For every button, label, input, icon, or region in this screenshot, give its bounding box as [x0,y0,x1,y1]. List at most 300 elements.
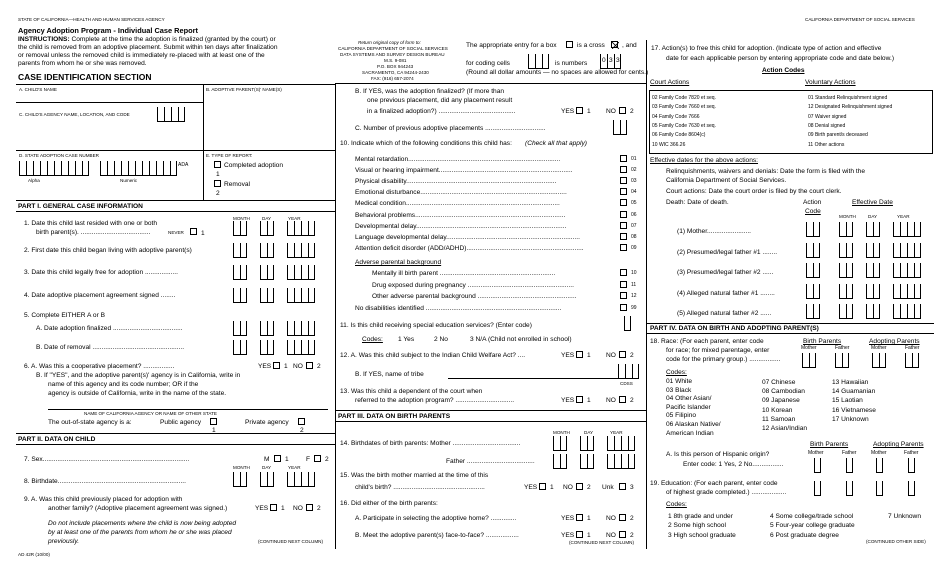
court-action-item: 03 Family Code 7660 et seq. [652,104,716,111]
q15-no-checkbox[interactable] [576,483,583,490]
person-label: (3) Presumed/legal father #2 ...... [677,269,774,276]
part1-bottom-rule [16,211,336,212]
q9a-no-code: 2 [317,505,321,512]
effective-date-header: Effective Date [852,199,893,206]
coding-is-numbers: is numbers [555,60,588,67]
month-cells[interactable] [839,304,853,319]
code-header: Code [805,208,821,215]
p3-day-header: DAY [584,430,594,435]
year-cells[interactable] [893,284,921,299]
p1-month-header: MONTH [233,216,250,221]
return-line6: SACRAMENTO, CA 94244-2430 [362,70,429,75]
divider-col2-col3 [646,40,647,549]
agency-right: CALIFORNIA DEPARTMENT OF SOCIAL SERVICES [805,17,915,22]
race-code-item: 14 Guamanian [832,388,876,396]
q15-unk-code: 3 [630,484,634,491]
q1-line1: 1. Date this child last resided with one or both [24,220,158,227]
q16a-yes-checkbox[interactable] [576,514,583,521]
q6a-yes-label: YES [258,363,272,370]
condition-code: 02 [631,167,637,174]
never-code: 1 [201,230,205,237]
p2-year-header: YEAR [288,465,301,470]
condition-label: Behavioral problems.................................................................................. [355,211,566,219]
q14-father-year-cells[interactable] [607,454,635,469]
condition-checkbox[interactable] [620,211,627,218]
day-cells[interactable] [866,222,880,237]
col2-continued: (CONTINUED NEXT COLUMN) [569,540,634,545]
q5a-day-cells[interactable] [260,321,274,336]
q10-label: 10. Indicate which of the following conditions this child has: [340,140,512,147]
q9b-no-checkbox[interactable] [619,107,626,114]
eff-line2: California Department of Social Services. [666,177,787,184]
action-code-cells[interactable] [806,304,820,319]
q16a-label: A. Participate in selecting the adoptive home? .............. [355,515,517,522]
q9-note-line3: previously. [48,538,80,545]
sample-digit-1: 0 [602,57,606,64]
q3-year-cells[interactable] [287,265,315,280]
form-title: Agency Adoption Program - Individual Case Report [18,26,198,35]
court-action-item: 02 Family Code 7820 et seq. [652,95,716,101]
condition-checkbox[interactable] [620,188,627,195]
q16a-yes-label: YES [561,515,575,522]
court-action-item: 06 Family Code 8604(c) [652,132,706,139]
col3-continued: (CONTINUED OTHER SIDE) [866,539,926,544]
q6b-agency-line[interactable] [48,409,328,410]
q9a-line1: 9. A. Was this child previously placed for adoption with [24,496,183,503]
q2-year-cells[interactable] [287,243,315,258]
condition-checkbox[interactable] [620,155,627,162]
edu-bp-father-cell[interactable] [846,481,853,496]
q12a-no-code: 2 [630,352,634,359]
q4-year-cells[interactable] [287,288,315,303]
no-disabilities-checkbox[interactable] [620,304,627,311]
q16b-no-code: 2 [630,532,634,539]
form-id: AD 42R (10/00) [18,552,50,557]
return-line3: DATA SYSTEMS AND SURVEY DESIGN BUREAU [340,52,445,57]
year-cells[interactable] [893,222,921,237]
q13-line2: referred to the adoption program? ................................ [355,397,515,404]
voluntary-action-item: 09 Birth parent/s deceased [808,132,868,139]
q8-year-cells[interactable] [287,472,315,487]
coding-and: , and [622,42,637,49]
race-code-item: 12 Asian/Indian [762,425,808,432]
q17-line1: 17. Action(s) to free this child for adoption. (Indicate type of action and effective [651,45,882,52]
report-type-label: E. TYPE OF REPORT: [206,153,253,158]
q12a-yes-checkbox[interactable] [576,351,583,358]
q8-month-cells[interactable] [233,472,247,487]
q8-label: 8. Birthdate...................................................................... [24,478,186,485]
q6b-line2: name of this agency and its code number; OR if the [48,381,199,388]
q5b-day-cells[interactable] [260,340,274,355]
q17-line2: date for each applicable person by entering appropriate code and date below.) [666,55,895,62]
race-ap-father-cells[interactable] [905,353,919,368]
race-ap-father: Father [905,345,920,351]
hisp-bp-mother: Mother [808,450,824,456]
q14-mother-month-cells[interactable] [553,436,567,451]
q14-mother-day-cells[interactable] [580,436,594,451]
q4-day-cells[interactable] [260,288,274,303]
race-ap-mother-cells[interactable] [872,353,886,368]
condition-code: 07 [631,222,637,229]
action-code-cells[interactable] [806,243,820,258]
q13-line1: 13. Was this child a dependent of the court when [340,388,483,395]
day-cells[interactable] [866,304,880,319]
q11-code-yes: 1 Yes [398,336,415,343]
q2-day-cells[interactable] [260,243,274,258]
removal-checkbox[interactable] [214,180,221,187]
return-line5: P.O. BOX 944243 [377,64,414,69]
q3-day-cells[interactable] [260,265,274,280]
part3-bottom-rule [336,421,646,422]
q6a-label: 6. A. Was this a cooperative placement? ................. [24,363,175,370]
hispanic-question: A. Is this person of Hispanic origin? [666,451,770,458]
cdss-label: CDSS [620,381,633,386]
removal-code: 2 [216,190,220,197]
alpha-label: Alpha [28,178,40,183]
case-numeric-cells[interactable] [100,161,177,176]
q9b-line2: one previous placement, did any placement result [367,97,513,104]
hisp-bp-mother-cell[interactable] [814,458,821,473]
coding-line2: for coding cells [466,60,510,67]
condition-label: Physical disability.................................................................................. [355,178,557,186]
edu-ap-mother-cell[interactable] [876,481,883,496]
sample-digit-2: 3 [609,57,613,64]
completed-adoption-label: Completed adoption [224,162,284,169]
edu-bp-mother-cell[interactable] [814,481,821,496]
race-adopting-parents-header: Adopting Parents [869,338,920,345]
year-cells[interactable] [893,243,921,258]
sex-m-code: 1 [285,456,289,463]
education-code-item: 1 8th grade and under [668,513,733,520]
condition-label: Mental retardation................................................................................... [355,156,561,163]
q16a-no-label: NO [606,515,616,522]
private-agency-code: 2 [300,427,304,434]
edu-code-unknown: 7 Unknown [888,513,921,520]
q4-month-cells[interactable] [233,288,247,303]
coding-line3: (Round all dollar amounts — no spaces are allowed for cents.) [466,69,649,76]
q14-father-month-cells[interactable] [553,454,567,469]
q3-month-cells[interactable] [233,265,247,280]
year-cells[interactable] [893,263,921,278]
q5a-month-cells[interactable] [233,321,247,336]
q14-father-day-cells[interactable] [580,454,594,469]
person-label: (5) Alleged natural father #2 ...... [677,310,772,317]
q19-line1: 19. Education: (For each parent, enter code [650,480,778,487]
col2-top-rule [336,83,646,84]
q8-day-cells[interactable] [260,472,274,487]
q5b-month-cells[interactable] [233,340,247,355]
never-checkbox[interactable] [190,228,197,235]
action-code-cells[interactable] [806,263,820,278]
part3-title: PART III. DATA ON BIRTH PARENTS [338,413,451,420]
q12a-yes-label: YES [561,352,575,359]
adverse-label: Mentally ill birth parent ............................................................... [372,270,556,277]
race-code-item: 16 Vietnamese [832,406,876,414]
public-agency-checkbox[interactable] [210,418,217,425]
eff-line1: Relinquishments, waivers and denials: Date the form is filed with the [666,168,866,175]
q16a-no-code: 2 [630,515,634,522]
sex-m-label: M [264,456,270,463]
q5a-label: A. Date adoption finalized ...................................... [36,325,183,332]
edu-codes-label: Codes: [666,501,687,508]
sex-m-checkbox[interactable] [274,455,281,462]
private-agency-checkbox[interactable] [298,418,305,425]
q1-day-cells[interactable] [260,221,274,236]
adverse-label: Adverse parental background [355,259,442,266]
condition-code: 08 [631,233,637,240]
eff-line4: Death: Date of death. [666,199,729,206]
sample-box-empty [566,41,573,48]
race-bp-mother-cells[interactable] [802,353,816,368]
q9-note-line2: by at least one of the parents from whom he or she was placed [48,529,232,536]
completed-adoption-code: 1 [216,171,220,178]
education-code-item: 3 High school graduate [668,531,736,539]
race-bp-father: Father [835,345,850,351]
action-code-cells[interactable] [806,222,820,237]
hisp-ap-mother-cell[interactable] [876,458,883,473]
condition-checkbox[interactable] [620,222,627,229]
court-action-item: 10 WIC 366.26 [652,141,686,148]
case-id-title: CASE IDENTIFICATION SECTION [18,72,152,82]
q6a-yes-code: 1 [284,363,288,370]
race-code-item: 04 Other Asian/ [666,395,712,403]
q1-line2: birth parent(s). ...................................... [36,229,151,236]
condition-label: Language developmental delay......................................................................... [355,233,580,241]
q18-line1: 18. Race: (For each parent, enter code [650,338,764,345]
hisp-bp-father-cell[interactable] [846,458,853,473]
q14-father-label: Father ..................................... [446,458,535,465]
condition-checkbox[interactable] [620,177,627,184]
p1-year-header: YEAR [288,216,301,221]
out-of-state-label: The out-of-state agency is a: [48,419,132,426]
q7-label: 7. Sex................................................................................ [24,456,190,463]
q19-line2: of highest grade completed.) ................... [666,489,787,496]
condition-checkbox[interactable] [620,244,627,251]
case-alpha-cells[interactable] [19,161,89,176]
race-birth-parents-header: Birth Parents [803,338,842,345]
race-code-item: 15 Laotian [832,397,863,405]
q5b-year-cells[interactable] [287,340,315,355]
q13-yes-label: YES [561,397,575,404]
day-cells[interactable] [866,263,880,278]
q9b-yes-checkbox[interactable] [576,107,583,114]
case-id-split [203,84,204,200]
instructions-line1: INSTRUCTIONS: Complete at the time the adoption is finalized (granted by the court) or [18,36,276,43]
race-code-item: 17 Unknown [832,415,869,423]
condition-code: 01 [631,156,637,162]
cross-icon [612,42,619,49]
race-bp-father-cells[interactable] [835,353,849,368]
coding-is-cross: is a cross [577,42,605,49]
q5a-year-cells[interactable] [287,321,315,336]
q18-line3: code for the primary group.) ................. [666,356,781,363]
part1-top-rule [16,200,336,201]
q5-label: 5. Complete EITHER A or B [24,312,105,319]
hisp-ap-father: Father [904,450,919,456]
q9b-no-label: NO [606,108,616,115]
condition-code: 05 [631,200,637,207]
no-disabilities-label: No disabilities identified .......................................................................... [355,305,562,312]
race-code-item: 10 Korean [762,406,793,414]
private-agency-label: Private agency [245,419,289,426]
q9b-line3: in a finalized adoption?) .......................................... [367,108,516,115]
q14-mother-label: 14. Birthdates of birth parents: Mother ..................................... [340,440,521,447]
agency-left: STATE OF CALIFORNIA—HEALTH AND HUMAN SERVICES AGENCY [18,17,165,22]
person-label: (2) Presumed/legal father #1 ........ [677,248,778,256]
court-action-item: 05 Family Code 7630 et seq. [652,122,716,129]
return-line2: CALIFORNIA DEPARTMENT OF SOCIAL SERVICES [338,46,448,51]
q15-line2: child's birth? .................................................. [355,484,485,491]
p17-year-header: YEAR [897,214,910,219]
q11-cell[interactable] [624,316,631,331]
q9a-yes-checkbox[interactable] [270,504,277,511]
person-label: (1) Mother........................ [677,228,752,235]
q16b-no-checkbox[interactable] [619,531,626,538]
case-id-rule-a [16,102,203,103]
q12b-tribe-line[interactable] [448,378,618,379]
hisp-bp-father: Father [842,450,857,456]
condition-code: 04 [631,189,637,196]
voluntary-actions-header: Voluntary Actions [805,79,856,86]
p2-day-header: DAY [262,465,272,470]
sample-box-crossed [611,41,618,48]
p17-day-header: DAY [868,214,878,219]
q9a-yes-label: YES [255,505,269,512]
month-cells[interactable] [839,263,853,278]
instructions-line3: or removal unless the removed child is immediately re-placed with at least one of the [18,52,265,59]
part3-top-rule [336,410,646,411]
q12a-no-checkbox[interactable] [619,351,626,358]
q15-no-label: NO [563,484,573,491]
q6b-line1: B. If "YES", and the adoptive parent(s)' agency is in California, write in [36,372,241,379]
q14-mother-year-cells[interactable] [607,436,635,451]
condition-code: 03 [631,178,637,185]
part1-title: PART I. GENERAL CASE INFORMATION [18,203,143,210]
q6a-yes-checkbox[interactable] [273,362,280,369]
condition-label: Developmental delay.................................................................................. [355,222,567,230]
q9c-label: C. Number of previous adoptive placements ................................. [355,125,546,132]
adverse-checkbox[interactable] [620,281,627,288]
q13-no-code: 2 [630,397,634,404]
action-codes-title: Action Codes [762,67,805,74]
q11-code-no: 2 No [434,336,448,343]
q15-unk-checkbox[interactable] [619,483,626,490]
q6a-no-checkbox[interactable] [306,362,313,369]
hisp-adopting-parents-header: Adopting Parents [873,441,924,448]
effective-dates-label: Effective dates for the above actions: [650,157,759,164]
month-cells[interactable] [839,243,853,258]
part4-title: PART IV. DATA ON BIRTH AND ADOPTING PARENT(S) [650,325,819,332]
q16a-yes-code: 1 [587,515,591,522]
adverse-code: 12 [631,293,637,299]
hisp-ap-father-cell[interactable] [908,458,915,473]
q9a-yes-code: 1 [281,505,285,512]
q13-yes-checkbox[interactable] [576,396,583,403]
q12b-cells[interactable] [618,364,639,379]
adoptive-parents-label: B. ADOPTIVE PARENT(S)' NAME(S) [206,87,282,92]
education-code-item: 5 Four-year college graduate [770,522,855,530]
education-code-item: 2 Some high school [668,522,726,530]
q15-line1: 15. Was the birth mother married at the time of this [340,472,489,479]
q16b-no-label: NO [606,532,616,539]
q16a-no-checkbox[interactable] [619,514,626,521]
p1-day-header: DAY [262,216,272,221]
voluntary-action-item: 07 Waiver signed [808,113,847,120]
case-id-rule-c [16,150,336,151]
month-cells[interactable] [839,284,853,299]
part2-bottom-rule [16,444,336,445]
q9b-yes-label: YES [561,108,575,115]
q1-year-cells[interactable] [287,221,315,236]
q9b-no-code: 2 [630,108,634,115]
coding-line1: The appropriate entry for a box [466,42,557,49]
race-code-item: 11 Samoan [762,415,796,423]
adverse-checkbox[interactable] [620,269,627,276]
adverse-checkbox[interactable] [620,292,627,299]
month-cells[interactable] [839,222,853,237]
sample-digit-3: 3 [616,57,620,64]
q13-no-label: NO [606,397,616,404]
instructions-line2: the child is removed from an adoptive placement. Submit within ten days after finalization [18,44,278,51]
completed-adoption-checkbox[interactable] [214,161,221,168]
child-name-label: A. CHILD'S NAME [19,87,57,92]
q16b-label: B. Meet the adoptive parent(s) face-to-face? .................. [355,532,519,539]
q15-no-code: 2 [587,484,591,491]
condition-label: Medical condition.................................................................................... [355,200,560,208]
hisp-ap-mother: Mother [871,450,887,456]
condition-checkbox[interactable] [620,233,627,240]
q10-note: (Check all that apply) [525,140,587,147]
day-cells[interactable] [866,284,880,299]
condition-checkbox[interactable] [620,199,627,206]
edu-ap-father-cell[interactable] [908,481,915,496]
q9b-yes-code: 1 [587,108,591,115]
q2-month-cells[interactable] [233,243,247,258]
q13-no-checkbox[interactable] [619,396,626,403]
q9-note-line1: Do not include placements where the child is now being adopted [48,520,237,527]
q11-code-na: 3 N/A (Child not enrolled in school) [470,336,572,343]
agency-code-cells[interactable] [157,107,185,122]
hisp-birth-parents-header: Birth Parents [810,441,849,448]
q16b-yes-checkbox[interactable] [576,531,583,538]
condition-checkbox[interactable] [620,166,627,173]
voluntary-action-item: 08 Denial signed [808,122,846,129]
race-ap-mother: Mother [871,345,887,351]
race-bp-mother: Mother [801,345,817,351]
q1-month-cells[interactable] [233,221,247,236]
year-cells[interactable] [893,304,921,319]
q4-label: 4. Date adoptive placement agreement signed ........ [24,292,176,299]
removal-label: Removal [224,181,251,188]
return-line1: Return original copy of form to: [358,40,421,45]
q9a-no-checkbox[interactable] [306,504,313,511]
q13-yes-code: 1 [587,397,591,404]
q15-yes-checkbox[interactable] [539,483,546,490]
sex-f-label: F [306,456,311,463]
sex-f-code: 2 [325,456,329,463]
q9a-no-label: NO [293,505,303,512]
condition-code: 06 [631,211,637,218]
action-code-cells[interactable] [806,284,820,299]
q9c-cells[interactable] [613,120,627,135]
condition-code: 09 [631,244,637,251]
q16b-yes-code: 1 [587,532,591,539]
day-cells[interactable] [866,243,880,258]
part2-top-rule [16,433,336,434]
sex-f-checkbox[interactable] [314,455,321,462]
adverse-code: 10 [631,270,637,276]
hispanic-enter-code: Enter code: 1 Yes, 2 No................. [683,461,784,468]
